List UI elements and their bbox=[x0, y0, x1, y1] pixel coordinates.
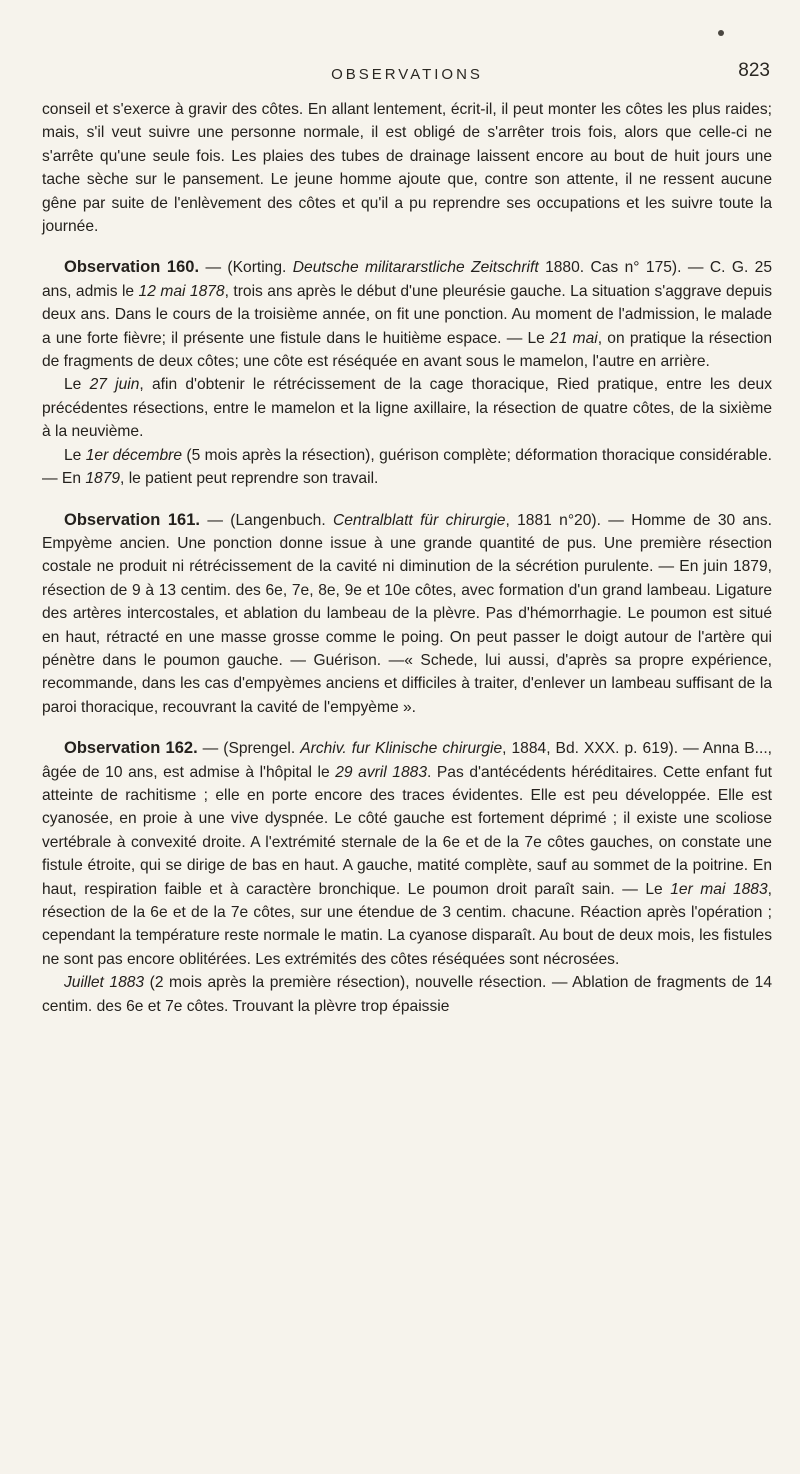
observation-161-title: Observation 161. bbox=[64, 510, 200, 529]
date: 1er mai 1883 bbox=[670, 880, 768, 898]
date: 29 avril 1883 bbox=[335, 763, 427, 781]
journal-title: Centralblatt für chirurgie bbox=[333, 511, 506, 529]
page-header bbox=[42, 60, 772, 94]
observation-160-title: Observation 160. bbox=[64, 258, 200, 277]
page-number: 823 bbox=[738, 60, 770, 81]
date: Juillet 1883 bbox=[64, 974, 145, 992]
date: 27 juin bbox=[89, 376, 140, 394]
observation-160-paragraph: Observation 160. — (Korting. Deutsche militararstliche Zeitschrift 1880. Cas n° 175). — C. G. 25 ans, admis le 12 mai 1878, trois ans après le début d'une pleurésie gauche. La situation s'aggrave depuis deux ans. Dans le cours de la troisième année, on fit une ponction. Au moment de l'admission, le malade a une forte fièvre; il présente une fistule dans le huitième espace. — Le 21 mai, on pratique la résection de fragments de deux côtes; une côte est réséquée en avant sous le mamelon, l'autre en arrière. bbox=[42, 258, 773, 371]
journal-title: Archiv. fur Klinische chirurgie bbox=[300, 740, 503, 758]
observation-160-paragraph-2: Le 27 juin, afin d'obtenir le rétrécissement de la cage thoracique, Ried pratique, entre les deux précédentes résections, entre le mamelon et la ligne axillaire, la résection de quatre côtes, de la sixième à la neuvième. bbox=[42, 376, 772, 441]
ink-dot bbox=[718, 30, 724, 36]
date: 1er décembre bbox=[85, 446, 183, 464]
date: 21 mai bbox=[550, 329, 598, 347]
body-text bbox=[42, 98, 772, 1018]
date: 12 mai 1878 bbox=[138, 282, 225, 300]
journal-title: Deutsche militararstliche Zeitschrift bbox=[292, 259, 539, 277]
observation-162-paragraph-2: Juillet 1883 (2 mois après la première résection), nouvelle résection. — Ablation de fragments de 14 centim. des 6e et 7e côtes. Trouvant la plèvre trop épaissie bbox=[42, 974, 772, 1015]
running-head: OBSERVATIONS bbox=[331, 66, 483, 83]
observation-162-paragraph: Observation 162. — (Sprengel. Archiv. fur Klinische chirurgie, 1884, Bd. XXX. p. 619). — Anna B..., âgée de 10 ans, est admise à l'hôpital le 29 avril 1883. Pas d'antécédents héréditaires. Cette enfant fut atteinte de rachitisme ; elle en porte encore des traces évidentes. Elle est peu développée. Elle est cyanosée, en proie à une vive dyspnée. Le côté gauche est fortement déprimé ; il existe une scoliose vertébrale à convexité droite. A l'extrémité sternale de la 6e et de la 7e côtes gauches, on constate une fistule étroite, qui se dirige de bas en haut. A gauche, matité complète, sauf au sommet de la poitrine. En haut, respiration faible et à caractère bronchique. Le poumon droit paraît sain. — Le 1er mai 1883, résection de la 6e et de la 7e côtes, sur une étendue de 3 centim. chacune. Réaction après l'opération ; cependant la température reste normale le matin. La cyanose disparaît. Au bout de deux mois, les fistules ne sont pas encore oblitérées. Les extrémités des côtes réséquées sont nécrosées. bbox=[42, 739, 772, 968]
date: 1879 bbox=[85, 470, 121, 488]
continuation-paragraph: conseil et s'exerce à gravir des côtes. En allant lentement, écrit-il, il peut monter les côtes les plus raides; mais, s'il veut suivre une personne normale, il est obligé de s'arrêter trois fois, alors que celle-ci ne s'arrête qu'une seule fois. Les plaies des tubes de drainage laissent encore au bout de huit jours une tache sèche sur le pansement. Le jeune homme ajoute que, contre son attente, il ne ressent aucune gêne par suite de l'enlèvement des côtes et qu'il a pu reprendre ses occupations et les suivre toute la journée. bbox=[42, 101, 772, 236]
observation-160-paragraph-3: Le 1er décembre (5 mois après la résection), guérison complète; déformation thoracique considérable. — En 1879, le patient peut reprendre son travail. bbox=[42, 446, 773, 488]
observation-162-title: Observation 162. bbox=[64, 739, 198, 758]
observation-161-paragraph: Observation 161. — (Langenbuch. Centralblatt für chirurgie, 1881 n°20). — Homme de 30 ans. Empyème ancien. Une ponction donne issue à une grande quantité de pus. Une première résection costale ne produit ni rétrécissement de la cavité ni diminution de la sécrétion purulente. — En juin 1879, résection de 9 à 13 centim. des 6e, 7e, 8e, 9e et 10e côtes, avec formation d'un grand lambeau. Ligature des artères intercostales, et ablation du lambeau de la plèvre. Pas d'hémorrhagie. Le poumon est situé en haut, rétracté en une masse grosse comme le poing. On peut passer le doigt autour de l'artère qui pénètre dans le poumon gauche. — Guérison. —« Schede, lui aussi, d'après sa propre expérience, recommande, dans les cas d'empyèmes anciens et difficiles à traiter, d'enlever un lambeau suffisant de la paroi thoracique, recouvrant la cavité de l'empyème ». bbox=[42, 510, 772, 716]
